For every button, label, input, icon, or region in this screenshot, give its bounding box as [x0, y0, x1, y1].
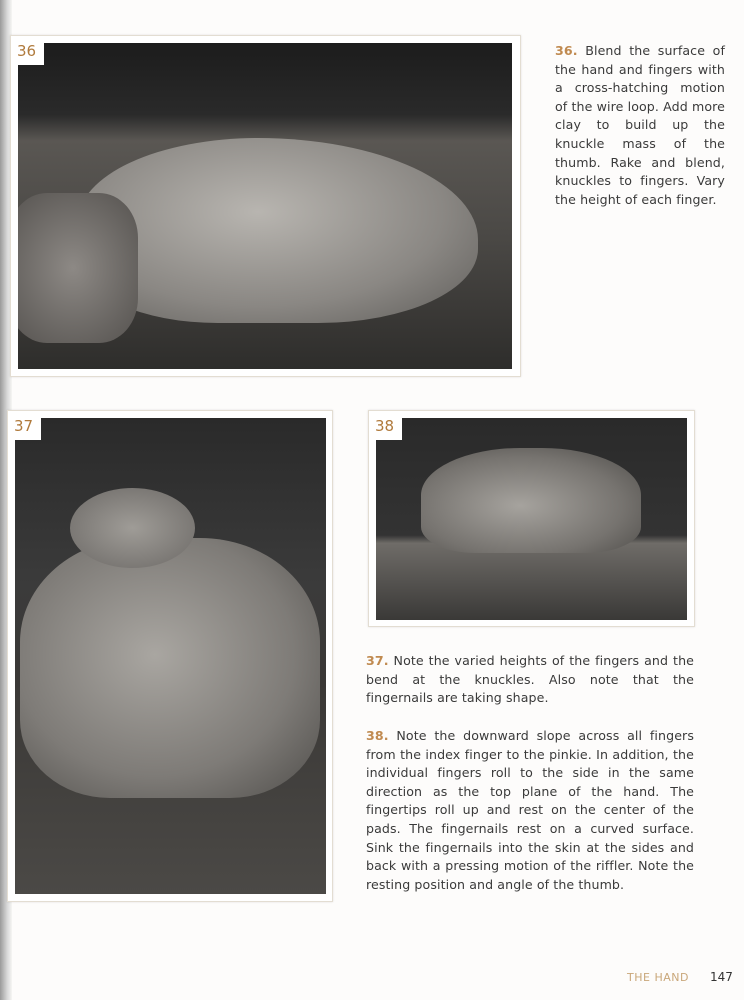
clay-hand-shape: [78, 138, 478, 323]
caption-number: 38.: [366, 728, 389, 743]
figure-number: 36: [11, 36, 44, 65]
caption-text: Blend the surface of the hand and fingers with a cross-hatching motion of the wire loop. Add more clay to build up the knuckle mass of the thumb. Rake and blend, knuckles to fingers. Vary the height of each finger.: [555, 43, 725, 207]
clay-fingertips-shape: [421, 448, 641, 553]
figure-36: [10, 35, 521, 377]
photo-clay-hand-fingertips: [376, 418, 687, 620]
caption-number: 37.: [366, 653, 389, 668]
running-footer-section: THE HAND: [627, 971, 689, 984]
caption-38: [366, 727, 694, 894]
caption-text: Note the varied heights of the fingers and the bend at the knuckles. Also note that the fingernails are taking shape.: [366, 653, 694, 706]
photo-clay-hand-side: [18, 43, 512, 369]
clay-thumb-shape: [70, 488, 195, 568]
figure-number: 38: [369, 411, 402, 440]
caption-text: Note the downward slope across all fingers from the index finger to the pinkie. In addition, the individual fingers roll to the side in the same direction as the top plane of the hand. The fingertips roll up and rest on the center of the pads. The fingernails rest on a curved surface. Sink the fingernails into the skin at the sides and back with a pressing motion of the riffler. Note the resting position and angle of the thumb.: [366, 728, 694, 892]
page-number: 147: [710, 970, 733, 984]
caption-36: [555, 42, 725, 209]
figure-number: 37: [8, 411, 41, 440]
caption-number: 36.: [555, 43, 578, 58]
clay-fingers-shape: [20, 538, 320, 798]
clay-wrist-shape: [18, 193, 138, 343]
figure-37: [7, 410, 333, 902]
caption-37: [366, 652, 694, 708]
photo-clay-hand-front: [15, 418, 326, 894]
figure-38: [368, 410, 695, 627]
